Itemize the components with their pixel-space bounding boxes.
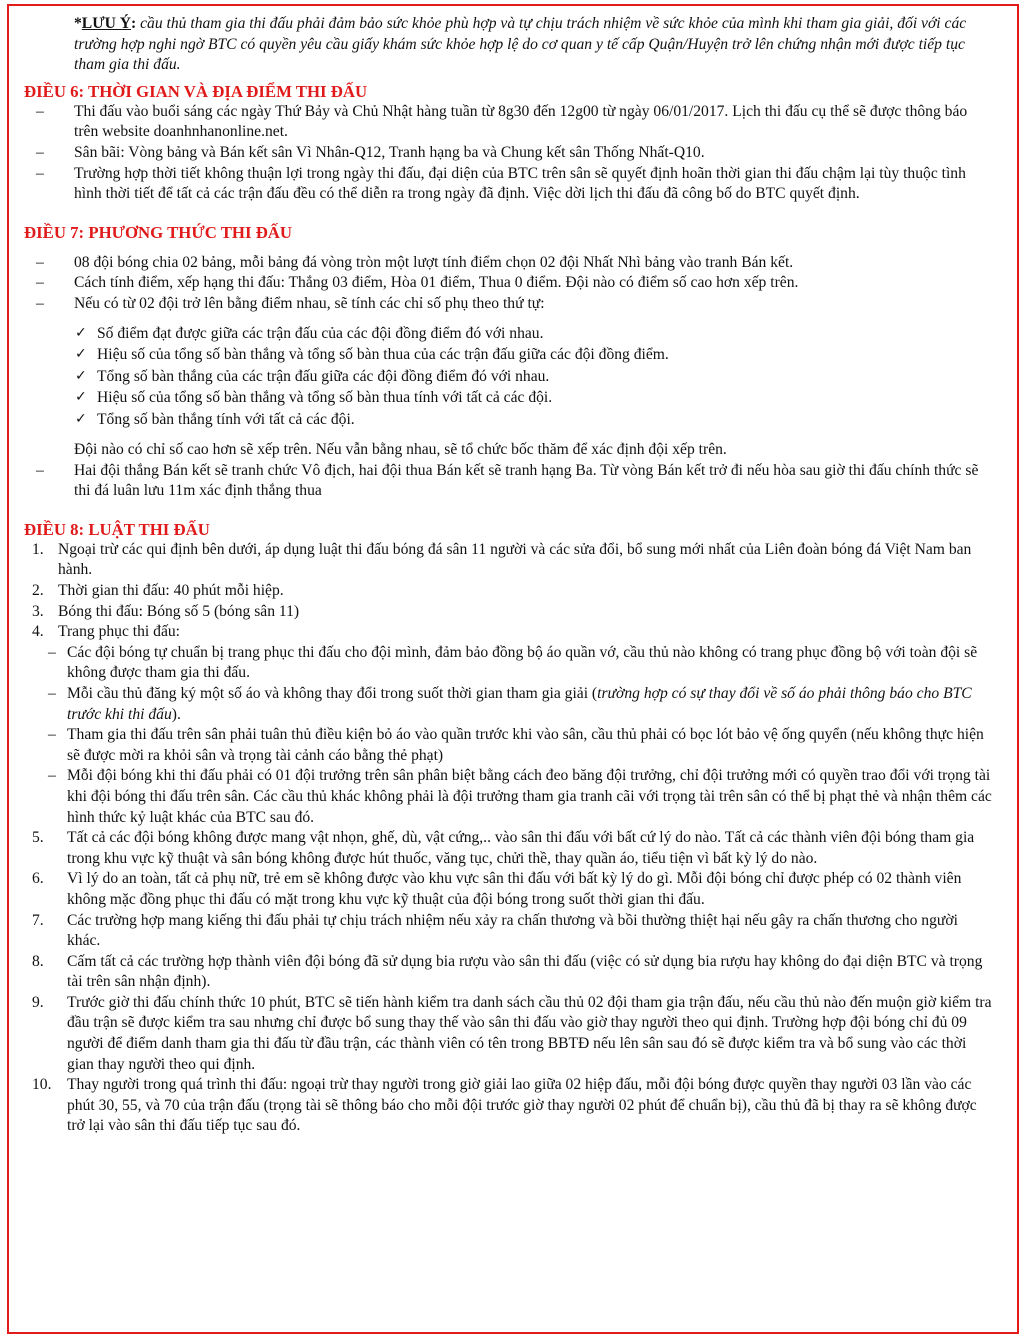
item-text: Ngoại trừ các qui định bên dưới, áp dụng luật thi đấu bóng đá sân 11 người và các sửa đổi, bổ sung mới nhất của Liên đoàn bóng đá Việt Nam ban hành. [58, 540, 972, 579]
item-text: Tất cả các đội bóng không được mang vật nhọn, ghế, dù, vật cứng,.. vào sân thi đấu với bất cứ lý do nào. Tất cả các thành viên đội bóng tham gia trong khu vực kỹ thuật và sân bóng không được hút thuốc, văng tục, chửi thề, thay quần áo, tiểu tiện vì bất kỳ lý do nào. [67, 829, 975, 867]
item-number: 2. [32, 582, 44, 599]
list-item: – Cách tính điểm, xếp hạng thi đấu: Thắng 03 điểm, Hòa 01 điểm, Thua 0 điểm. Đội nào có điểm số cao hơn xếp trên. [24, 273, 992, 294]
item-number: 9. [32, 993, 44, 1011]
item-number: 5. [32, 829, 44, 847]
list-item [24, 622, 992, 643]
dieu7-list [24, 253, 992, 315]
list-item: – Nếu có từ 02 đội trở lên bằng điểm nhau, sẽ tính các chỉ số phụ theo thứ tự: [24, 294, 992, 315]
list-item [24, 581, 992, 602]
item-text: Thời gian thi đấu: 40 phút mỗi hiệp. [58, 582, 284, 599]
list-item [24, 911, 992, 952]
dieu8-heading: ĐIỀU 8: LUẬT THI ĐẤU [24, 519, 210, 539]
note-star: * [74, 15, 82, 32]
tiebreak-note: Đội nào có chỉ số cao hơn sẽ xếp trên. Nếu vẫn bằng nhau, sẽ tổ chức bốc thăm để xác định đội xếp trên. [74, 441, 727, 459]
check-item: ✓ Tổng số bàn thắng của các trận đấu giữa các đội đồng điểm đó với nhau. [24, 366, 992, 388]
item-number: 7. [32, 911, 44, 929]
item-italic-text: trường hợp có sự thay đổi về số áo phải thông báo cho BTC trước khi thi đấu [67, 684, 972, 723]
item-text: Cấm tất cả các trường hợp thành viên đội bóng đã sử dụng bia rượu vào sân thi đấu (việc có sử dụng bia rượu hay không do đại diện BTC và trọng tài trên sân nhận định). [67, 952, 983, 991]
list-item: – Hai đội thắng Bán kết sẽ tranh chức Vô địch, hai đội thua Bán kết sẽ tranh hạng Ba. Từ vòng Bán kết trở đi nếu hòa sau giờ thi đấu chính thức sẽ thi đá luân lưu 11m xác định thắng thua [24, 461, 992, 502]
item-number: 4. [32, 623, 44, 641]
dieu8-list [24, 540, 992, 643]
item-text: Bóng thi đấu: Bóng số 5 (bóng sân 11) [58, 602, 300, 620]
check-item: ✓ Hiệu số của tổng số bàn thắng và tổng số bàn thua của các trận đấu giữa các đội đồng điểm. [24, 344, 992, 366]
list-item [24, 952, 992, 993]
list-item [24, 869, 992, 910]
list-item: – Thi đấu vào buổi sáng các ngày Thứ Bảy và Chủ Nhật hàng tuần từ 8g30 đến 12g00 từ ngày 06/01/2017. Lịch thi đấu cụ thể sẽ được thông báo trên website doanhnhanonline.net. [24, 102, 992, 143]
item-number: 1. [32, 540, 44, 558]
item-text: Trang phục thi đấu: [58, 623, 181, 641]
item-text: Vì lý do an toàn, tất cả phụ nữ, trẻ em sẽ không được vào khu vực sân thi đấu với bất kỳ lý do gì. Mỗi đội bóng chỉ được phép có 02 thành viên không mặc đồng phục thi đấu có mặt trong khu vực kỹ thuật của đội bóng trong suốt thời gian thi đấu. [67, 870, 962, 908]
dieu6-heading: ĐIỀU 6: THỜI GIAN VÀ ĐỊA ĐIỂM THI ĐẤU [24, 81, 368, 101]
uniform-list [24, 643, 992, 828]
list-item [24, 684, 992, 725]
document-body [24, 14, 992, 1137]
list-item: – Mỗi đội bóng khi thi đấu phải có 01 đội trưởng trên sân phân biệt bằng cách đeo băng đội trưởng, chỉ đội trưởng mới có quyền trao đổi với trọng tài khi đội bóng thi đấu trên sân. Các cầu thủ khác không phải là đội trưởng tham gia tranh cãi với trọng tài trên sân có thể bị phạt thẻ và nhận thêm các hình thức kỷ luật khác của BTC sau đó. [24, 766, 992, 828]
list-item [24, 993, 992, 1075]
list-item: – Sân bãi: Vòng bảng và Bán kết sân Vì Nhân-Q12, Tranh hạng ba và Chung kết sân Thống Nhất-Q10. [24, 143, 992, 164]
list-item: – Trường hợp thời tiết không thuận lợi trong ngày thi đấu, đại diện của BTC trên sân sẽ quyết định hoãn thời gian thi đấu chậm lại tùy thuộc tình hình thời tiết để tất cả các trận đấu đều có thể diễn ra trong ngày đã định. Việc dời lịch thi đấu đã công bố do BTC quyết định. [24, 164, 992, 205]
check-item: ✓ Số điểm đạt được giữa các trận đấu của các đội đồng điểm đó với nhau. [24, 323, 992, 345]
item-text: Thay người trong quá trình thi đấu: ngoại trừ thay người trong giờ giải lao giữa 02 hiệp đấu, mỗi đội bóng được quyền thay người 03 lần vào các phút 30, 55, và 70 của trận đấu (trọng tài sẽ thông báo cho mỗi đội trước giờ thay người 02 phút để chuẩn bị), cầu thủ đã bị thay ra sẽ không được trở lại vào sân thi đấu tiếp tục sau đó. [67, 1076, 977, 1135]
note-colon: : [131, 15, 137, 32]
item-number: 3. [32, 602, 44, 620]
list-item [24, 1075, 992, 1137]
item-text: Mỗi cầu thủ đăng ký một số áo và không thay đổi trong suốt thời gian tham gia giải ( [67, 684, 598, 702]
list-item [24, 828, 992, 869]
check-item: ✓ Tổng số bàn thắng tính với tất cả các đội. [24, 409, 992, 431]
dieu7-list-2 [24, 461, 992, 502]
list-item [24, 540, 992, 581]
note-text: cầu thủ tham gia thi đấu phải đảm bảo sức khỏe phù hợp và tự chịu trách nhiệm về sức khỏe của mình khi tham gia giải, đối với các trường hợp nghi ngờ BTC có quyền yêu cầu giấy khám sức khỏe hợp lệ do cơ quan y tế cấp Quận/Huyện trở lên chứng nhận mới được tiếp tục tham gia thi đấu. [74, 15, 967, 74]
item-number: 8. [32, 952, 44, 970]
item-text-end: ). [171, 705, 181, 723]
list-item: – Tham gia thi đấu trên sân phải tuân thủ điều kiện bỏ áo vào quần trước khi vào sân, cầu thủ phải có bọc lót bảo vệ ống quyển (nếu không thực hiện sẽ được mời ra khỏi sân và trọng tài cảnh cáo bằng thẻ phạt) [24, 725, 992, 766]
item-number: 6. [32, 870, 44, 888]
item-text: Các trường hợp mang kiếng thi đấu phải tự chịu trách nhiệm nếu xảy ra chấn thương và bồi thường thiệt hại nếu gây ra chấn thương cho người khác. [67, 911, 958, 950]
item-text: Trước giờ thi đấu chính thức 10 phút, BTC sẽ tiến hành kiểm tra danh sách cầu thủ 02 đội tham gia trận đấu, nếu cầu thủ nào đến muộn giờ kiểm tra đầu trận sẽ được kiểm tra sau nhưng chỉ được bổ sung thay thế vào sân thi đấu vào giờ thay người theo qui định. Trường hợp đội bóng chỉ đủ 09 người để điểm danh tham gia thi đấu từ đầu trận, các thành viên có tên trong BBTĐ nếu lên sân sau đó sẽ được kiểm tra và bổ sung vào các thời gian thay người theo qui định. [67, 993, 992, 1073]
note-paragraph [74, 14, 992, 76]
tiebreak-list [24, 323, 992, 431]
dieu6-list [24, 102, 992, 205]
list-item [24, 602, 992, 623]
dieu8-list-2 [24, 828, 992, 1137]
check-item: ✓ Hiệu số của tổng số bàn thắng và tổng số bàn thua tính với tất cả các đội. [24, 387, 992, 409]
list-item: – Các đội bóng tự chuẩn bị trang phục thi đấu cho đội mình, đảm bảo đồng bộ áo quần vớ, cầu thủ nào không có trang phục đồng bộ với toàn đội sẽ không được tham gia thi đấu. [24, 643, 992, 684]
note-label: LƯU Ý [81, 15, 132, 32]
dieu7-heading: ĐIỀU 7: PHƯƠNG THỨC THI ĐẤU [24, 222, 293, 242]
item-number: 10. [32, 1076, 52, 1094]
list-item: – 08 đội bóng chia 02 bảng, mỗi bảng đá vòng tròn một lượt tính điểm chọn 02 đội Nhất Nhì bảng vào tranh Bán kết. [24, 253, 992, 274]
